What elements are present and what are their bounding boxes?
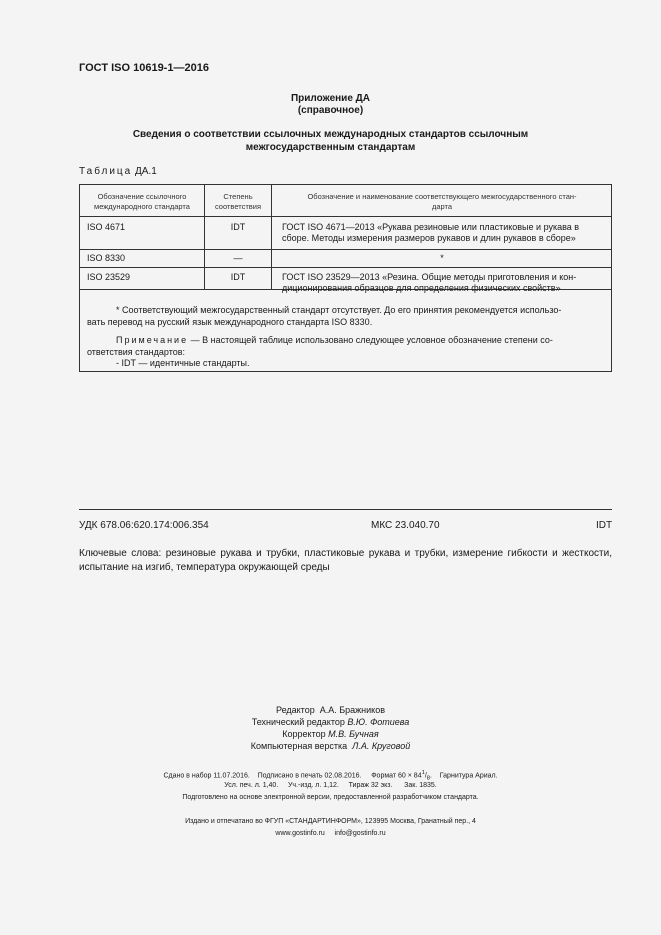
table-cell-reference: ISO 4671 xyxy=(87,222,126,232)
mks-code: МКС 23.040.70 xyxy=(371,520,440,531)
table-caption-number: ДА.1 xyxy=(135,166,157,177)
credit-editor: Редактор А.А. Бражников xyxy=(275,705,386,715)
table-cell-reference: ISO 23529 xyxy=(87,272,131,282)
table-note-line3: - IDT — идентичные стандарты. xyxy=(116,358,250,368)
credit-corrector: Корректор М.В. Бучная xyxy=(282,729,379,739)
table-divider xyxy=(80,216,611,217)
header-degree: Степень соответствия xyxy=(214,192,262,211)
table-note-line2: ответствия стандартов: xyxy=(87,347,186,357)
table-cell-standard: ГОСТ ISO 4671—2013 «Рукава резиновые или пластиковые и рукава в сборе. Методы измерения размеров рукавов и длин рукавов в сборе» xyxy=(282,222,580,243)
table-cell-degree: — xyxy=(233,253,243,263)
appendix-subtitle: (справочное) xyxy=(297,105,364,116)
table-cell-degree: IDT xyxy=(230,222,246,232)
table-caption-label: Таблица xyxy=(79,166,133,177)
appendix-heading-line2: межгосударственным стандартам xyxy=(245,142,416,153)
keywords: Ключевые слова: резиновые рукава и трубки, пластиковые рукава и трубки, измерение гибкости и жесткости, испытание на изгиб, температура окружающей среды xyxy=(79,548,612,573)
table-cell-reference: ISO 8330 xyxy=(87,253,126,263)
correspondence-table xyxy=(79,184,612,372)
print-info-line1: Сдано в набор 11.07.2016. Подписано в печать 02.08.2016. Формат $60 \times 84^1/_8$. Гарнитура Ариал. xyxy=(163,770,498,782)
print-info-line3: Подготовлено на основе электронной версии, предоставленной разработчиком стандарта. xyxy=(182,794,479,801)
table-footnote-line2: вать перевод на русский язык международного стандарта ISO 8330. xyxy=(87,317,373,327)
credit-tech-editor: Технический редактор В.Ю. Фотиева xyxy=(251,717,410,727)
header-interstate-standard: Обозначение и наименование соответствующего межгосударственного стан- дарта xyxy=(307,192,577,211)
appendix-heading-line1: Сведения о соответствии ссылочных международных стандартов ссылочным xyxy=(132,129,529,140)
idt-label: IDT xyxy=(596,520,613,531)
table-note-line1: Примечание — В настоящей таблице использовано следующее условное обозначение степени со- xyxy=(116,335,553,345)
publisher-contacts: www.gostinfo.ru info@gostinfo.ru xyxy=(275,830,386,837)
print-info-line2: Усл. печ. л. 1,40. Уч.-изд. л. 1,12. Тираж 32 экз. Зак. 1835. xyxy=(224,782,437,789)
appendix-title: Приложение ДА xyxy=(290,93,371,104)
udk-code: УДК 678.06:620.174:006.354 xyxy=(79,520,209,531)
table-divider xyxy=(80,267,611,268)
section-divider xyxy=(79,509,612,510)
table-footnote-line1: * Соответствующий межгосударственный стандарт отсутствует. До его принятия рекомендуется использо- xyxy=(116,305,562,315)
table-cell-standard: ГОСТ ISO 23529—2013 «Резина. Общие методы приготовления и кон- диционирования образцов для определения физических свойств» xyxy=(282,272,577,293)
header-reference-standard: Обозначение ссылочного международного стандарта xyxy=(94,192,190,211)
table-cell-standard: * xyxy=(440,253,444,263)
credit-layout: Компьютерная верстка Л.А. Круговой xyxy=(250,741,411,751)
table-divider xyxy=(80,249,611,250)
publisher-address: Издано и отпечатано во ФГУП «СТАНДАРТИНФОРМ», 123995 Москва, Гранатный пер., 4 xyxy=(185,818,476,825)
document-code: ГОСТ ISO 10619-1—2016 xyxy=(79,62,209,74)
table-cell-degree: IDT xyxy=(230,272,246,282)
table-caption xyxy=(79,166,157,177)
